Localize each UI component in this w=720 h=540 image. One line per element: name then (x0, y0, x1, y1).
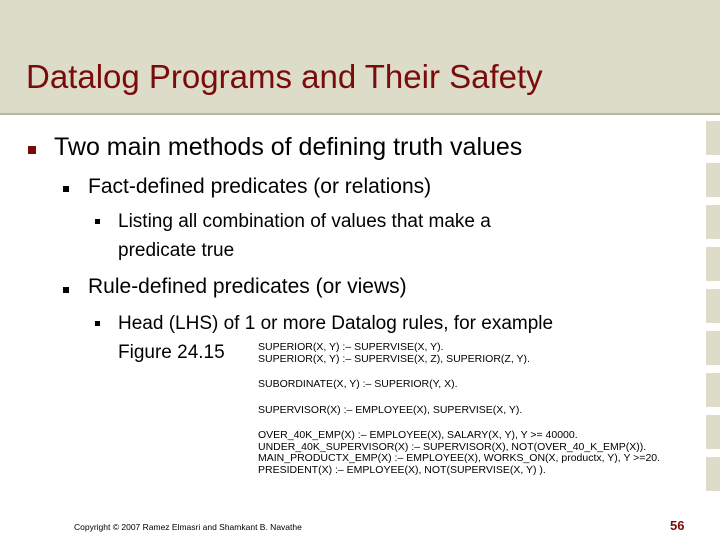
edge-stripe (706, 331, 720, 365)
edge-stripe (706, 373, 720, 407)
figure-rules (258, 342, 660, 476)
bullet-rule-detail-line2: Figure 24.15 (118, 342, 225, 363)
bullet-marker-icon (63, 186, 69, 192)
edge-stripe (706, 121, 720, 155)
edge-stripe (706, 163, 720, 197)
bullet-marker-icon (95, 321, 100, 326)
bullet-marker-icon (95, 219, 100, 224)
bullet-marker-icon (63, 287, 69, 293)
bullet-rule-detail-line1: Head (LHS) of 1 or more Datalog rules, for example (118, 313, 554, 334)
rule-line: SUBORDINATE(X, Y) :– SUPERIOR(Y, X). (258, 378, 458, 390)
slide-title: Datalog Programs and Their Safety (26, 58, 543, 95)
bullet-rule-defined: Rule-defined predicates (or views) (88, 275, 407, 298)
bullet-fact-detail-line1: Listing all combination of values that make a (118, 211, 491, 232)
rule-line: MAIN_PRODUCTX_EMP(X) :– EMPLOYEE(X), WORKS_ON(X, productx, Y), Y >=20. (258, 452, 661, 464)
bullet-fact-detail-line2: predicate true (118, 240, 235, 261)
bullet-level1: Two main methods of defining truth values (54, 133, 523, 161)
rule-line: PRESIDENT(X) :– EMPLOYEE(X), NOT(SUPERVISE(X, Y) ). (258, 463, 546, 476)
edge-stripe (706, 289, 720, 323)
bullet-marker-icon (28, 146, 36, 154)
edge-stripe (706, 457, 720, 491)
edge-stripe (706, 415, 720, 449)
edge-stripe (706, 247, 720, 281)
rule-line: OVER_40K_EMP(X) :– EMPLOYEE(X), SALARY(X, Y), Y >= 40000. (258, 429, 578, 441)
rule-line: SUPERIOR(X, Y) :– SUPERVISE(X, Z), SUPERIOR(Z, Y). (258, 352, 530, 365)
edge-stripe (706, 205, 720, 239)
copyright-footer: Copyright © 2007 Ramez Elmasri and Shamkant B. Navathe (74, 522, 302, 532)
bullet-fact-defined: Fact-defined predicates (or relations) (88, 175, 432, 198)
title-bar (0, 0, 720, 113)
rule-line: SUPERVISOR(X) :– EMPLOYEE(X), SUPERVISE(X, Y). (258, 403, 523, 416)
title-divider (0, 113, 720, 115)
bullet-fact-detail (118, 207, 698, 265)
page-number: 56 (670, 518, 685, 533)
rule-line: UNDER_40K_SUPERVISOR(X) :– SUPERVISOR(X), NOT(OVER_40_K_EMP(X)). (258, 440, 647, 453)
rule-line: SUPERIOR(X, Y) :– SUPERVISE(X, Y). (258, 341, 444, 353)
